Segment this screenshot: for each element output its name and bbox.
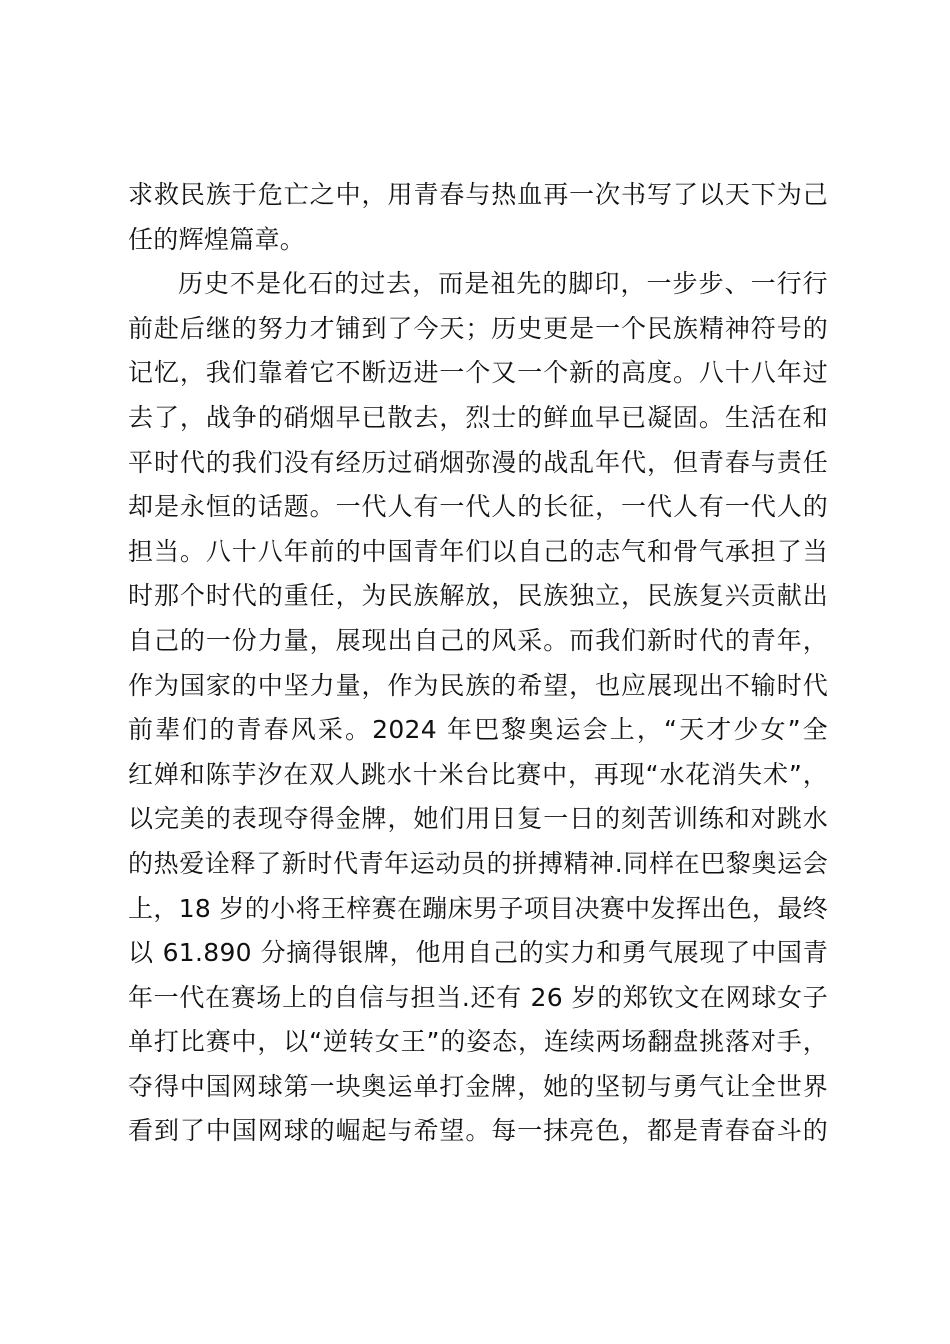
paragraph-line: 上，18 岁的小将王梓赛在蹦床男子项目决赛中发挥出色，最终 xyxy=(128,893,828,923)
paragraph-line: 的热爱诠释了新时代青年运动员的拼搏精神.同样在巴黎奥运会 xyxy=(128,848,828,878)
paragraph-line: 时那个时代的重任，为民族解放，民族独立，民族复兴贡献出 xyxy=(128,581,828,611)
paragraph-line: 却是永恒的话题。一代人有一代人的长征，一代人有一代人的 xyxy=(128,492,828,522)
paragraph-line: 去了，战争的硝烟早已散去，烈士的鲜血早已凝固。生活在和 xyxy=(128,402,828,432)
paragraph-line: 担当。八十八年前的中国青年们以自己的志气和骨气承担了当 xyxy=(128,536,828,566)
paragraph-line: 年一代在赛场上的自信与担当.还有 26 岁的郑钦文在网球女子 xyxy=(128,982,828,1012)
paragraph-line: 记忆，我们靠着它不断迈进一个又一个新的高度。八十八年过 xyxy=(128,358,828,388)
paragraph-line: 以完美的表现夺得金牌，她们用日复一日的刻苦训练和对跳水 xyxy=(128,804,828,834)
paragraph-line: 前赴后继的努力才铺到了今天；历史更是一个民族精神符号的 xyxy=(128,313,828,343)
paragraph-line: 单打比赛中，以“逆转女王”的姿态，连续两场翻盘挑落对手， xyxy=(128,1027,828,1057)
paragraph-line: 任的辉煌篇章。 xyxy=(128,224,306,254)
paragraph-line: 红婵和陈芋汐在双人跳水十米台比赛中，再现“水花消失术”， xyxy=(128,759,828,789)
paragraph-line: 以 61.890 分摘得银牌，他用自己的实力和勇气展现了中国青 xyxy=(128,938,828,968)
paragraph-line: 自己的一份力量，展现出自己的风采。而我们新时代的青年， xyxy=(128,625,828,655)
paragraph-line: 夺得中国网球第一块奥运单打金牌，她的坚韧与勇气让全世界 xyxy=(128,1071,828,1101)
paragraph-line: 看到了中国网球的崛起与希望。每一抹亮色，都是青春奋斗的 xyxy=(128,1116,828,1146)
body-text xyxy=(128,173,828,1154)
paragraph-line: 作为国家的中坚力量，作为民族的希望，也应展现出不输时代 xyxy=(128,670,828,700)
paragraph-line: 平时代的我们没有经历过硝烟弥漫的战乱年代，但青春与责任 xyxy=(128,447,828,477)
paragraph-line: 求救民族于危亡之中，用青春与热血再一次书写了以天下为己 xyxy=(128,180,828,209)
paragraph-line: 前辈们的青春风采。2024 年巴黎奥运会上，“天才少女”全 xyxy=(128,715,828,745)
paragraph-line: 历史不是化石的过去，而是祖先的脚印，一步步、一行行 xyxy=(178,269,828,299)
